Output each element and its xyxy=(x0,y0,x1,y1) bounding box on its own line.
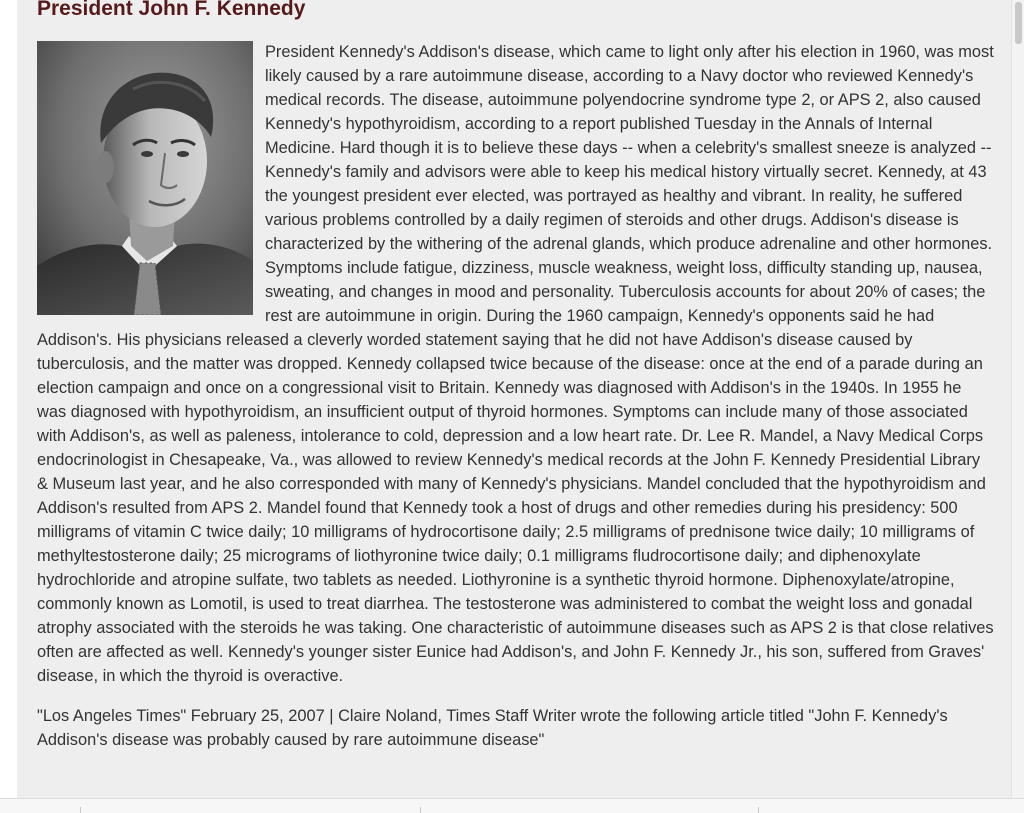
jfk-portrait-image xyxy=(37,41,253,315)
article-paragraph: President Kennedy's Addison's disease, which came to light only after his election in 1960, was most likely caused by a rare autoimmune disease, according to a Navy doctor who reviewed Kennedy's medical records. The disease, autoimmune polyendocrine syndrome type 2, or APS 2, also caused Kennedy's hypothyroidism, according to a report published Tuesday in the Annals of Internal Medicine. Hard though it is to believe these days -- when a celebrity's smallest sneeze is analyzed -- Kennedy's family and advisors were able to keep his medical history virtually secret. Kennedy, at 43 the youngest president ever elected, was portrayed as healthy and vibrant. In reality, he suffered various problems controlled by a daily regimen of steroids and other drugs. Addison's disease is characterized by the withering of the adrenal glands, which produce adrenaline and other hormones. Symptoms include fatigue, dizziness, muscle weakness, weight loss, difficulty standing up, nausea, sweating, and changes in mood and personality. Tuberculosis accounts for about 20% of cases; the rest are autoimmune in origin. During the 1960 campaign, Kennedy's opponents said he had Addison's. His physicians released a cleverly worded statement saying that he did not have Addison's disease caused by tuberculosis, and the matter was dropped. Kennedy collapsed twice because of the disease: once at the end of a parade during an election campaign and once on a congressional visit to Britain. Kennedy was diagnosed with Addison's in the 1940s. In 1955 he was diagnosed with hypothyroidism, an insufficient output of thyroid hormones. Symptoms can include many of those associated with Addison's, as well as paleness, intolerance to cold, depression and a low heart rate. Dr. Lee R. Mandel, a Navy Medical Corps endocrinologist in Chesapeake, Va., was allowed to review Kennedy's medical records at the John F. Kennedy Presidential Library & Museum last year, and he also corresponded with many of Kennedy's physicians. Mandel concluded that the hypothyroidism and Addison's resulted from APS 2. Mandel found that Kennedy took a host of drugs and other remedies during his presidency: 500 milligrams of vitamin C twice daily; 10 milligrams of hydrocortisone daily; 2.5 milligrams of prednisone twice daily; 10 milligrams of methyltestosterone daily; 25 micrograms of liothyronine twice daily; 0.1 milligrams fludrocortisone daily; and diphenoxylate hydrochloride and atropine sulfate, two tablets as needed. Liothyronine is a synthetic thyroid hormone. Diphenoxylate/atropine, commonly known as Lomotil, is used to treat diarrhea. The testosterone was administered to combat the weight loss and gonadal atrophy associated with the steroids he was taking. One characteristic of autoimmune diseases such as APS 2 is that close relatives often are affected as well. Kennedy's younger sister Eunice had Addison's, and John F. Kennedy Jr., his son, suffered from Graves' disease, in which the thyroid is overactive. xyxy=(37,43,994,685)
article-title: President John F. Kennedy xyxy=(37,0,306,20)
portrait-illustration xyxy=(37,41,253,315)
vertical-scrollbar[interactable] xyxy=(1011,0,1024,813)
scrollbar-thumb[interactable] xyxy=(1015,2,1022,44)
horizontal-scrollbar[interactable] xyxy=(0,798,1024,813)
divider xyxy=(758,807,759,813)
article-body xyxy=(37,40,994,752)
divider xyxy=(80,807,81,813)
divider xyxy=(420,807,421,813)
article-source-citation: "Los Angeles Times" February 25, 2007 | Claire Noland, Times Staff Writer wrote the following article titled "John F. Kennedy's Addison's disease was probably caused by rare autoimmune disease" xyxy=(37,707,948,749)
